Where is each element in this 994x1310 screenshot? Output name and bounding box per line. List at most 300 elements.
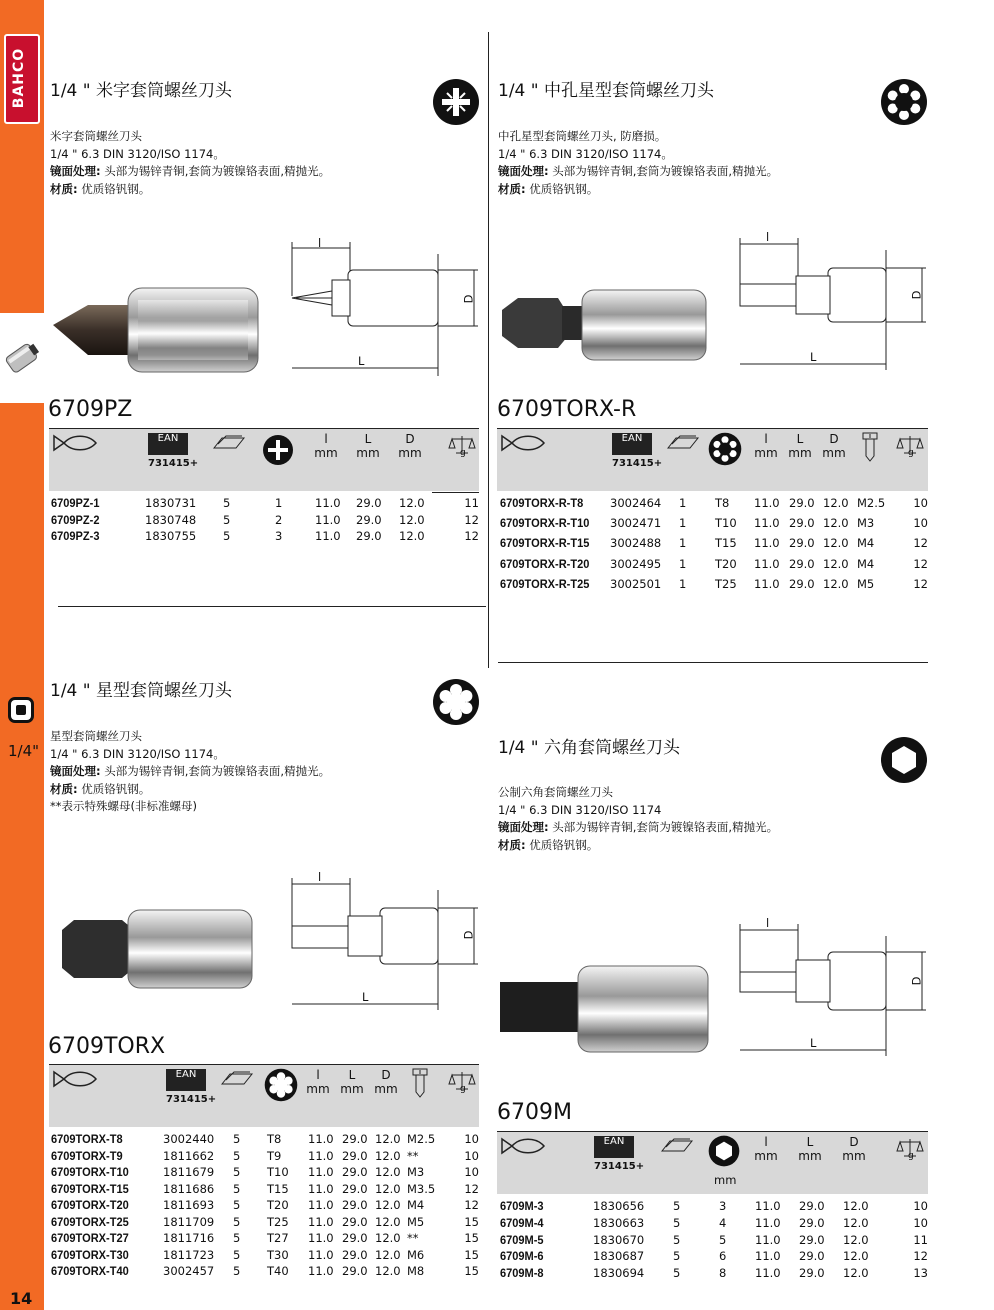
- table-cell: M3: [407, 1165, 425, 1179]
- table-cell: 5: [673, 1232, 681, 1247]
- table-cell: 11.0: [755, 1249, 781, 1264]
- table-cell: 12: [464, 1181, 479, 1196]
- drawing-label-D: D: [461, 294, 476, 304]
- side-product-thumbnail: [0, 313, 44, 403]
- package-qty-icon: [212, 434, 246, 456]
- table-cell: 11: [464, 496, 479, 510]
- hex-icon: [880, 736, 928, 788]
- section-title-torx: 1/4 " 星型套筒螺丝刀头: [50, 681, 232, 701]
- table-cell: 3002488: [610, 536, 662, 551]
- table-cell: 29.0: [356, 529, 382, 543]
- article-number-cell: 6709TORX-R-T8: [500, 496, 584, 510]
- package-qty-icon: [666, 434, 700, 456]
- drawing-label-l: l: [318, 236, 322, 250]
- model-name-pz: 6709PZ: [48, 397, 133, 422]
- table-cell: 11.0: [755, 1199, 781, 1213]
- table-cell: T27: [267, 1231, 289, 1245]
- article-number-cell: 6709TORX-T9: [51, 1148, 123, 1163]
- col-header-label: l: [316, 1068, 320, 1082]
- table-row: [49, 1132, 479, 1149]
- finish-text: 头部为锡锌青铜,套筒为镀镍铬表面,精抛光。: [100, 164, 331, 178]
- table-cell: 12.0: [375, 1181, 401, 1196]
- section-title-torxr: 1/4 " 中孔星型套筒螺丝刀头: [498, 81, 714, 101]
- table-cell: 1: [679, 576, 687, 591]
- col-header-unit: mm: [356, 446, 380, 460]
- table-cell: 6: [719, 1249, 727, 1264]
- article-number-cell: 6709PZ-3: [51, 529, 100, 543]
- col-header-l: [752, 1135, 780, 1163]
- table-cell: **: [407, 1231, 419, 1245]
- pozidriv-icon: [432, 78, 480, 130]
- table-cell: M4: [407, 1198, 425, 1212]
- table-cell: 29.0: [799, 1215, 825, 1230]
- table-cell: 1811723: [163, 1247, 215, 1262]
- weight-unit: g: [908, 1151, 914, 1161]
- table-cell: 29.0: [789, 516, 815, 531]
- section-desc-hex: [498, 784, 778, 854]
- desc-line: 1/4 " 6.3 DIN 3120/ISO 1174。: [50, 146, 225, 161]
- table-cell: 1830755: [145, 529, 197, 543]
- material-text: 优质铬钒钢。: [77, 781, 151, 796]
- table-cell: 29.0: [342, 1148, 368, 1163]
- drawing-label-D: D: [461, 930, 476, 940]
- table-cell: 10: [913, 1199, 928, 1213]
- table-cell: M5: [857, 576, 875, 591]
- article-number-cell: 6709TORX-T10: [51, 1165, 129, 1179]
- col-header-unit: mm: [788, 446, 812, 460]
- table-cell: M4: [857, 556, 875, 571]
- table-cell: 12.0: [375, 1198, 401, 1212]
- table-cell: 29.0: [356, 512, 382, 527]
- col-header-l: [752, 432, 780, 460]
- table-rule: [432, 492, 479, 493]
- article-number-cell: 6709TORX-R-T20: [500, 556, 590, 571]
- table-cell: 29.0: [356, 496, 382, 510]
- table-cell: 12.0: [823, 516, 849, 531]
- ean-barcode-icon: [166, 1069, 206, 1091]
- finish-line: [498, 819, 778, 837]
- table-body-torxr: [497, 496, 928, 597]
- table-cell: 8: [719, 1266, 727, 1281]
- table-cell: T40: [267, 1264, 289, 1278]
- table-cell: 5: [233, 1247, 241, 1262]
- table-cell: 12.0: [375, 1148, 401, 1163]
- col-header-label: D: [849, 1135, 859, 1149]
- column-divider-lower: [488, 608, 489, 668]
- section-desc-torx: [50, 728, 330, 816]
- finish-text: 头部为锡锌青铜,套筒为镀镍铬表面,精抛光。: [100, 764, 331, 778]
- table-cell: 1811686: [163, 1181, 215, 1196]
- table-cell: 11.0: [308, 1132, 334, 1146]
- col-header-label: L: [806, 1135, 814, 1149]
- table-cell: 12.0: [823, 576, 849, 591]
- table-cell: 29.0: [342, 1132, 368, 1146]
- table-cell: 5: [223, 496, 231, 510]
- drawing-label-l: l: [318, 870, 322, 884]
- table-cell: M5: [407, 1214, 425, 1229]
- table-cell: 29.0: [342, 1198, 368, 1212]
- table-cell: M6: [407, 1247, 425, 1262]
- col-header-unit: mm: [822, 446, 846, 460]
- model-name-torxr: 6709TORX-R: [497, 397, 637, 422]
- desc-line: 米字套筒螺丝刀头: [50, 129, 142, 143]
- article-number-cell: 6709TORX-T8: [51, 1132, 123, 1146]
- col-header-label: L: [348, 1068, 356, 1082]
- col-header-l: [312, 432, 340, 460]
- col-header-label: L: [364, 432, 372, 446]
- table-row: [497, 496, 928, 516]
- col-header-L: [786, 432, 814, 460]
- table-row: [49, 496, 479, 513]
- article-number-cell: 6709TORX-T25: [51, 1214, 129, 1229]
- hex-small-icon: [708, 1135, 740, 1187]
- drawing-label-L: L: [810, 350, 817, 364]
- table-cell: 13: [913, 1266, 928, 1281]
- weight-scale-icon: [896, 434, 924, 460]
- table-cell: 29.0: [789, 556, 815, 571]
- table-cell: T20: [715, 556, 737, 571]
- col-header-unit: mm: [314, 446, 338, 460]
- package-qty-icon: [220, 1070, 254, 1092]
- material-line: [498, 181, 778, 199]
- table-body-hex: [497, 1199, 928, 1283]
- article-number-cell: 6709TORX-T20: [51, 1198, 129, 1212]
- drawing-label-D: D: [909, 976, 924, 986]
- table-row: [49, 513, 479, 530]
- article-number-cell: 6709TORX-T30: [51, 1247, 129, 1262]
- table-cell: T8: [267, 1132, 282, 1146]
- ean-label: EAN: [603, 1136, 625, 1147]
- table-cell: 15: [464, 1247, 479, 1262]
- article-number-cell: 6709M-3: [500, 1199, 544, 1213]
- table-row: [497, 516, 928, 536]
- table-cell: 5: [719, 1232, 727, 1247]
- material-label: 材质:: [498, 181, 526, 196]
- desc-line: 1/4 " 6.3 DIN 3120/ISO 1174。: [498, 146, 673, 161]
- col-header-unit: mm: [340, 1082, 364, 1096]
- table-cell: 29.0: [342, 1165, 368, 1179]
- finish-line: [50, 763, 330, 781]
- table-cell: 10: [464, 1148, 479, 1163]
- table-cell: 5: [673, 1199, 681, 1213]
- section-title-hex: 1/4 " 六角套筒螺丝刀头: [498, 738, 680, 758]
- col-header-unit: mm: [306, 1082, 330, 1096]
- table-cell: 15: [464, 1214, 479, 1229]
- article-number-cell: 6709PZ-1: [51, 496, 100, 510]
- table-cell: 5: [233, 1264, 241, 1278]
- torx-small-icon: [264, 1068, 298, 1106]
- table-cell: 3002440: [163, 1132, 215, 1146]
- table-cell: 11.0: [308, 1214, 334, 1229]
- col-header-unit: mm: [398, 446, 422, 460]
- table-cell: 29.0: [799, 1199, 825, 1213]
- screw-icon: [862, 432, 878, 466]
- article-number-cell: 6709PZ-2: [51, 512, 100, 527]
- table-cell: 11.0: [754, 516, 780, 531]
- drawing-label-L: L: [810, 1036, 817, 1050]
- ean-code-prefix: 731415+: [612, 458, 663, 469]
- table-cell: 3: [719, 1199, 727, 1213]
- material-line: [50, 781, 330, 799]
- table-cell: T8: [715, 496, 730, 510]
- col-header-label: D: [405, 432, 415, 446]
- article-number-cell: 6709M-5: [500, 1232, 544, 1247]
- table-cell: 12.0: [843, 1199, 869, 1213]
- table-cell: T25: [715, 576, 737, 591]
- column-divider: [488, 32, 489, 608]
- table-cell: T25: [267, 1214, 289, 1229]
- table-cell: 11.0: [315, 529, 341, 543]
- table-cell: 12.0: [843, 1232, 869, 1247]
- table-cell: 5: [233, 1165, 241, 1179]
- table-cell: 11.0: [754, 576, 780, 591]
- article-number-cell: 6709TORX-R-T15: [500, 536, 590, 551]
- desc-line: 1/4 " 6.3 DIN 3120/ISO 1174。: [50, 746, 225, 761]
- product-name-icon: [500, 432, 546, 458]
- finish-text: 头部为锡锌青铜,套筒为镀镍铬表面,精抛光。: [548, 820, 779, 834]
- table-cell: 29.0: [789, 576, 815, 591]
- table-cell: 29.0: [342, 1231, 368, 1245]
- table-cell: T15: [267, 1181, 289, 1196]
- table-cell: 12.0: [375, 1214, 401, 1229]
- table-cell: 11.0: [308, 1198, 334, 1212]
- ean-code-prefix: 731415+: [148, 458, 199, 469]
- table-cell: 11: [913, 1232, 928, 1247]
- package-qty-icon: [660, 1137, 694, 1159]
- weight-unit: g: [908, 448, 914, 458]
- table-cell: 1830656: [593, 1199, 645, 1213]
- table-cell: 3: [275, 529, 283, 543]
- table-cell: 5: [233, 1231, 241, 1245]
- table-cell: M4: [857, 536, 875, 551]
- table-cell: 11.0: [308, 1148, 334, 1163]
- table-cell: 1: [679, 496, 687, 510]
- article-number-cell: 6709TORX-T15: [51, 1181, 129, 1196]
- weight-unit: g: [460, 448, 466, 458]
- technical-drawing-pz: [288, 236, 483, 380]
- table-cell: M8: [407, 1264, 425, 1278]
- table-cell: 1830731: [145, 496, 197, 510]
- table-cell: M3.5: [407, 1181, 436, 1196]
- table-cell: 11.0: [754, 556, 780, 571]
- table-cell: 5: [233, 1148, 241, 1163]
- product-name-icon: [52, 432, 98, 458]
- desc-line: 中孔星型套筒螺丝刀头, 防磨损。: [498, 129, 667, 143]
- table-row: [497, 536, 928, 556]
- table-cell: 29.0: [799, 1232, 825, 1247]
- finish-label: 镜面处理:: [50, 164, 101, 178]
- table-cell: 12.0: [843, 1249, 869, 1264]
- side-strip: [0, 0, 44, 1310]
- col-header-label: l: [764, 1135, 768, 1149]
- table-cell: 12: [464, 529, 479, 543]
- table-cell: 12: [464, 512, 479, 527]
- table-cell: 12: [913, 556, 928, 571]
- table-cell: 12: [913, 1249, 928, 1264]
- finish-label: 镜面处理:: [498, 820, 549, 834]
- article-number-cell: 6709M-6: [500, 1249, 544, 1264]
- model-name-torx: 6709TORX: [48, 1034, 166, 1059]
- drawing-label-D: D: [909, 290, 924, 300]
- table-cell: 12.0: [823, 556, 849, 571]
- table-cell: 29.0: [789, 536, 815, 551]
- col-header-unit: mm: [798, 1149, 822, 1163]
- table-cell: 12.0: [843, 1215, 869, 1230]
- table-cell: T15: [715, 536, 737, 551]
- table-cell: 10: [913, 516, 928, 531]
- table-row: [49, 529, 479, 546]
- table-cell: 1830663: [593, 1215, 645, 1230]
- table-row: [497, 1266, 928, 1283]
- table-cell: 12.0: [823, 496, 849, 510]
- table-cell: 1811693: [163, 1198, 215, 1212]
- table-cell: 1830670: [593, 1232, 645, 1247]
- table-cell: **: [407, 1148, 419, 1163]
- table-cell: 3002457: [163, 1264, 215, 1278]
- table-cell: 29.0: [342, 1181, 368, 1196]
- drawing-label-l: l: [766, 230, 770, 244]
- finish-line: [50, 163, 330, 181]
- article-number-cell: 6709M-8: [500, 1266, 544, 1281]
- table-cell: 11.0: [754, 536, 780, 551]
- product-name-icon: [500, 1135, 546, 1161]
- table-cell: 1811662: [163, 1148, 215, 1163]
- ean-barcode-icon: [148, 433, 188, 455]
- col-header-unit: mm: [754, 1149, 778, 1163]
- table-cell: 3002495: [610, 556, 662, 571]
- table-cell: 12.0: [375, 1165, 401, 1179]
- table-cell: 11.0: [308, 1165, 334, 1179]
- table-cell: M2.5: [857, 496, 886, 510]
- ean-label: EAN: [157, 433, 179, 444]
- torx-tamper-icon: [880, 78, 928, 130]
- col-header-label: l: [324, 432, 328, 446]
- material-line: [498, 837, 778, 855]
- col-header-label: L: [796, 432, 804, 446]
- table-cell: M2.5: [407, 1132, 436, 1146]
- screw-icon: [412, 1068, 428, 1102]
- table-cell: 12: [913, 536, 928, 551]
- material-label: 材质:: [50, 781, 78, 796]
- finish-label: 镜面处理:: [50, 764, 101, 778]
- table-cell: 15: [464, 1264, 479, 1278]
- table-cell: 11.0: [315, 496, 341, 510]
- table-cell: 11.0: [308, 1247, 334, 1262]
- table-cell: 1: [679, 556, 687, 571]
- table-cell: 5: [673, 1266, 681, 1281]
- torx-tamper-small-icon: [708, 432, 742, 470]
- table-cell: 5: [233, 1214, 241, 1229]
- ean-label: EAN: [175, 1069, 197, 1080]
- drawing-label-L: L: [362, 990, 369, 1004]
- material-text: 优质铬钒钢。: [77, 181, 151, 196]
- table-cell: 5: [233, 1198, 241, 1212]
- material-label: 材质:: [498, 837, 526, 852]
- drive-size-label: 1/4": [8, 742, 40, 760]
- desc-line: 星型套筒螺丝刀头: [50, 729, 142, 743]
- table-cell: 12.0: [375, 1231, 401, 1245]
- ean-barcode-icon: [612, 433, 652, 455]
- table-cell: 11.0: [755, 1232, 781, 1247]
- table-cell: 5: [233, 1132, 241, 1146]
- table-row: [49, 1182, 479, 1199]
- table-cell: 12.0: [843, 1266, 869, 1281]
- table-row: [497, 1216, 928, 1233]
- table-row: [497, 1233, 928, 1250]
- product-name-icon: [52, 1068, 98, 1094]
- article-number-cell: 6709TORX-T27: [51, 1231, 129, 1245]
- article-number-cell: 6709TORX-R-T10: [500, 516, 590, 531]
- table-cell: 3002471: [610, 516, 662, 531]
- table-cell: 12: [464, 1198, 479, 1212]
- table-cell: 1: [679, 516, 687, 531]
- material-label: 材质:: [50, 181, 78, 196]
- page-number: 14: [10, 1289, 33, 1308]
- table-cell: 1830694: [593, 1266, 645, 1281]
- ean-barcode-icon: [594, 1136, 634, 1158]
- square-drive-icon: [8, 697, 34, 723]
- table-body-torx: [49, 1132, 479, 1281]
- col-header-D: [372, 1068, 400, 1096]
- table-cell: 12: [913, 576, 928, 591]
- table-cell: 12.0: [399, 496, 425, 510]
- table-cell: 10: [913, 496, 928, 510]
- product-photo-torxr: [498, 284, 710, 368]
- product-photo-torx: [58, 906, 258, 996]
- table-cell: 29.0: [799, 1249, 825, 1264]
- table-row: [497, 1199, 928, 1216]
- table-cell: 12.0: [823, 536, 849, 551]
- col-header-label: l: [764, 432, 768, 446]
- brand-name: BAHCO: [11, 47, 27, 109]
- drawing-label-l: l: [766, 916, 770, 930]
- col-header-L: [354, 432, 382, 460]
- product-photo-hex: [498, 962, 712, 1060]
- table-cell: 29.0: [342, 1214, 368, 1229]
- technical-drawing-torxr: [736, 230, 928, 374]
- table-cell: 11.0: [308, 1264, 334, 1278]
- article-number-cell: 6709TORX-T40: [51, 1264, 129, 1278]
- table-cell: 29.0: [799, 1266, 825, 1281]
- table-row: [49, 1248, 479, 1265]
- table-cell: 2: [275, 512, 283, 527]
- table-row: [49, 1264, 479, 1281]
- table-body-pz: [49, 496, 479, 546]
- table-cell: 1811716: [163, 1231, 215, 1245]
- table-row: [49, 1215, 479, 1232]
- material-text: 优质铬钒钢。: [525, 181, 599, 196]
- col-header-D: [840, 1135, 868, 1163]
- hex-size-unit: mm: [714, 1173, 737, 1187]
- table-cell: 11.0: [308, 1181, 334, 1196]
- col-header-label: D: [381, 1068, 391, 1082]
- weight-scale-icon: [448, 434, 476, 460]
- table-row: [497, 557, 928, 577]
- technical-drawing-hex: [736, 918, 928, 1060]
- table-cell: 29.0: [342, 1247, 368, 1262]
- weight-unit: g: [460, 1084, 466, 1094]
- table-cell: T10: [267, 1165, 289, 1179]
- table-cell: M3: [857, 516, 875, 531]
- table-cell: 10: [464, 1165, 479, 1179]
- section-title-pz: 1/4 " 米字套筒螺丝刀头: [50, 81, 232, 101]
- table-cell: 5: [223, 512, 231, 527]
- product-photo-pz: [48, 280, 268, 384]
- technical-drawing-torx: [288, 870, 483, 1014]
- table-cell: 12.0: [375, 1247, 401, 1262]
- desc-line: 1/4 " 6.3 DIN 3120/ISO 1174: [498, 802, 662, 817]
- table-cell: 4: [719, 1215, 727, 1230]
